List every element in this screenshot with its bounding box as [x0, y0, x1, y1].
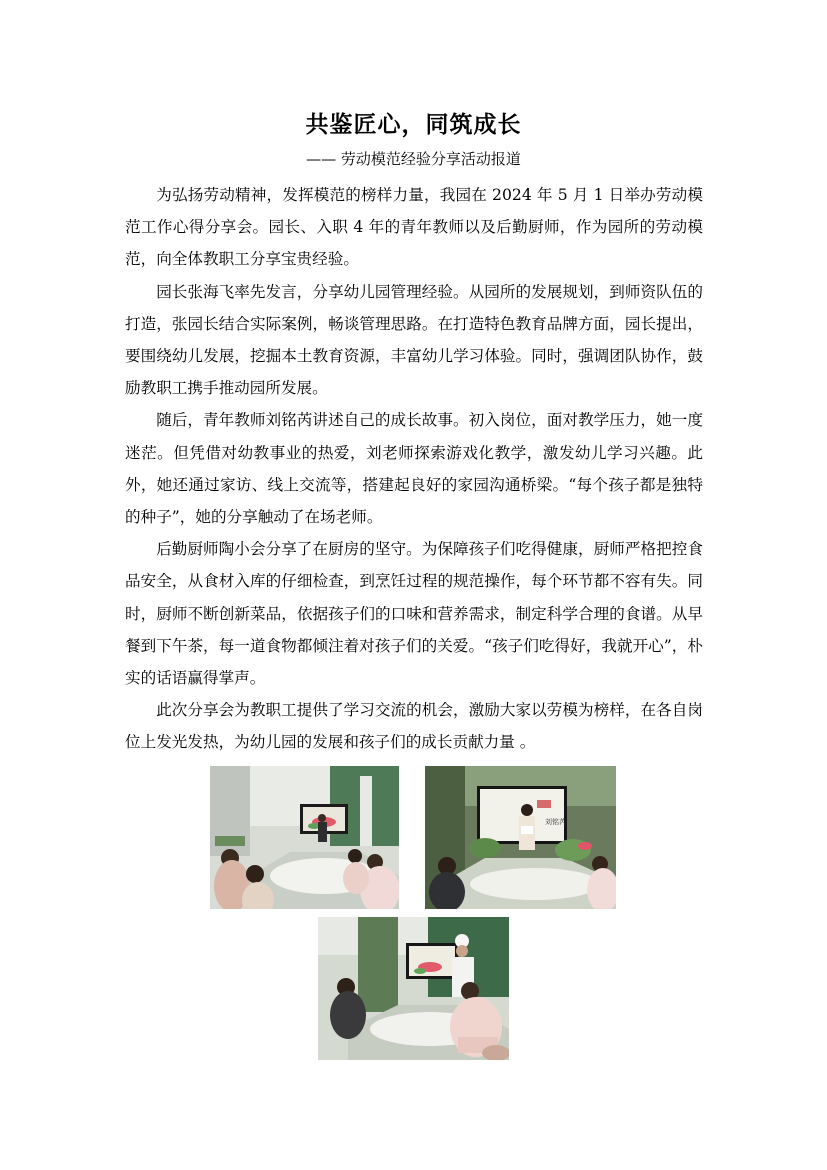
event-photo-1 [210, 766, 399, 909]
article-body [125, 179, 703, 759]
event-photo-2 [425, 766, 616, 909]
article-title: 共鉴匠心，同筑成长 [305, 111, 522, 138]
paragraph-young-teacher: 随后，青年教师刘铭芮讲述自己的成长故事。初入岗位，面对教学压力，她一度迷茫。但凭借对幼教事业的热爱，刘老师探索游戏化教学，激发幼儿学习兴趣。此外，她还通过家访、线上交流等，搭建起良好的家园沟通桥梁。“每个孩子都是独特的种子”，她的分享触动了在场老师。 [125, 411, 703, 527]
paragraph-conclusion: 此次分享会为教职工提供了学习交流的机会，激励大家以劳模为榜样，在各自岗位上发光发热，为幼儿园的发展和孩子们的成长贡献力量 。 [125, 701, 703, 752]
event-photo-3 [318, 917, 509, 1060]
paragraph-intro: 为弘扬劳动精神，发挥模范的榜样力量，我园在 2024 年 5 月 1 日举办劳动模范工作心得分享会。园长、入职 4 年的青年教师以及后勤厨师，作为园所的劳动模范，向全体教职工分享宝贵经验。 [125, 186, 703, 269]
paragraph-principal: 园长张海飞率先发言，分享幼儿园管理经验。从园所的发展规划，到师资队伍的打造，张园长结合实际案例，畅谈管理思路。在打造特色教育品牌方面，园长提出，要围绕幼儿发展，挖掘本土教育资源，丰富幼儿学习体验。同时，强调团队协作，鼓励教职工携手推动园所发展。 [125, 282, 703, 398]
article-subtitle: —— 劳动模范经验分享活动报道 [306, 150, 521, 168]
screen-name-text: 刘铭芮 [545, 818, 566, 826]
paragraph-chef: 后勤厨师陶小会分享了在厨房的坚守。为保障孩子们吃得健康，厨师严格把控食品安全，从食材入库的仔细检查，到烹饪过程的规范操作，每个环节都不容有失。同时，厨师不断创新菜品，依据孩子们的口味和营养需求，制定科学合理的食谱。从早餐到下午茶，每一道食物都倾注着对孩子们的关爱。“孩子们吃得好，我就开心”，朴实的话语赢得掌声。 [125, 540, 703, 688]
